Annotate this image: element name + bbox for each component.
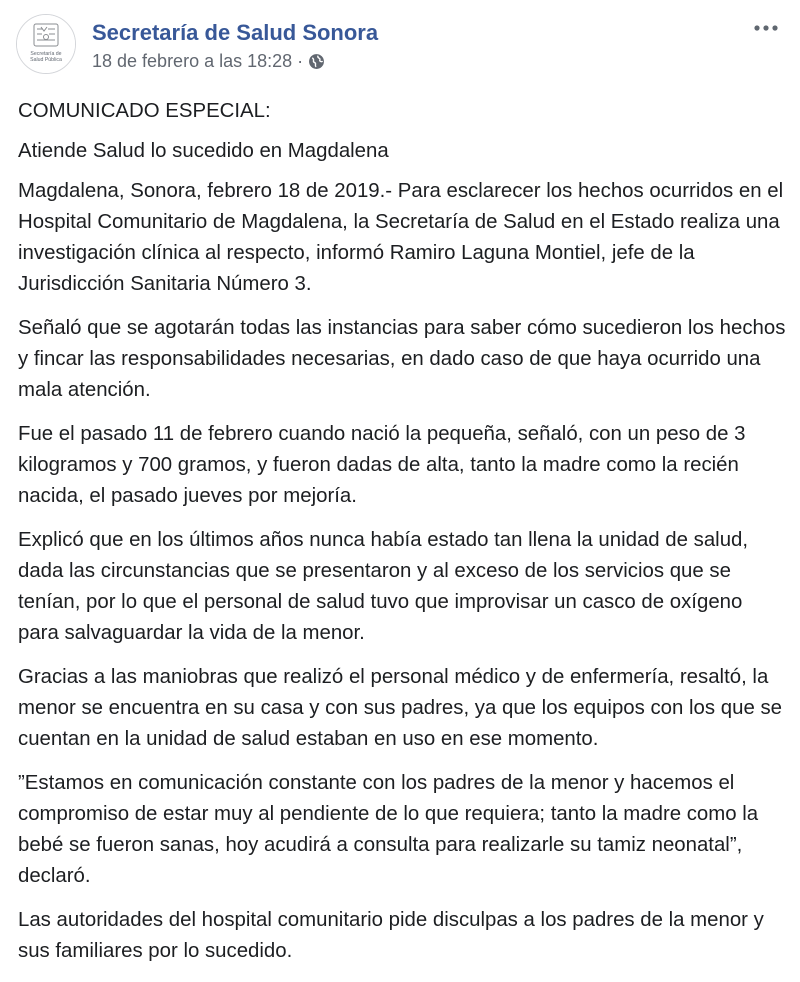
more-options-button[interactable] [748,16,784,40]
post-header [14,10,786,82]
post-subheading: Atiende Salud lo sucedido en Magdalena [18,140,389,162]
government-seal-icon [17,15,75,73]
post-paragraph: Gracias a las maniobras que realizó el personal médico y de enfermería, resaltó, la menor se encuentra en su casa y con sus padres, ya que los equipos con los que se cuentan en la unidad de salud estaban en uso en ese momento. [18,666,782,750]
post-timestamp[interactable]: 18 de febrero a las 18:28 [92,51,293,71]
page-name-link[interactable]: Secretaría de Salud Sonora [92,20,379,45]
post-paragraph: ”Estamos en comunicación constante con los padres de la menor y hacemos el compromiso de estar muy al pendiente de lo que requiera; tanto la madre como la bebé se fueron sanas, hoy acudirá a consulta para realizarle su tamiz neonatal”, declaró. [18,772,759,887]
avatar[interactable] [16,14,76,74]
post-paragraph: Señaló que se agotarán todas las instancias para saber cómo sucedieron los hechos y fincar las responsabilidades necesarias, en dado caso de que haya ocurrido una mala atención. [18,317,786,401]
globe-icon[interactable] [308,53,325,70]
avatar-text-line2: Salud Pública [30,57,62,63]
more-options-icon [753,24,779,32]
post-paragraph: Las autoridades del hospital comunitario pide disculpas a los padres de la menor y sus familiares por lo sucedido. [18,909,764,962]
separator-dot: · [297,51,304,71]
post-heading: COMUNICADO ESPECIAL: [18,100,271,122]
post-paragraph: Fue el pasado 11 de febrero cuando nació la pequeña, señaló, con un peso de 3 kilogramos y 700 gramos, y fueron dadas de alta, tanto la madre como la recién nacida, el pasado jueves por mejoría. [18,423,746,507]
post-body [18,96,786,980]
timestamp-row [92,50,378,72]
post-paragraph: Magdalena, Sonora, febrero 18 de 2019.- Para esclarecer los hechos ocurridos en el Hospital Comunitario de Magdalena, la Secretaría de Salud en el Estado realiza una investigación clínica al respecto, informó Ramiro Laguna Montiel, jefe de la Jurisdicción Sanitaria Número 3. [18,180,784,295]
post-paragraph: Explicó que en los últimos años nunca había estado tan llena la unidad de salud, dada las circunstancias que se presentaron y al exceso de los servicios que se tenían, por lo que el personal de salud tuvo que improvisar un casco de oxígeno para salvaguardar la vida de la menor. [18,529,749,644]
avatar-text-line1: Secretaría de [30,51,62,57]
post-meta [92,20,378,72]
